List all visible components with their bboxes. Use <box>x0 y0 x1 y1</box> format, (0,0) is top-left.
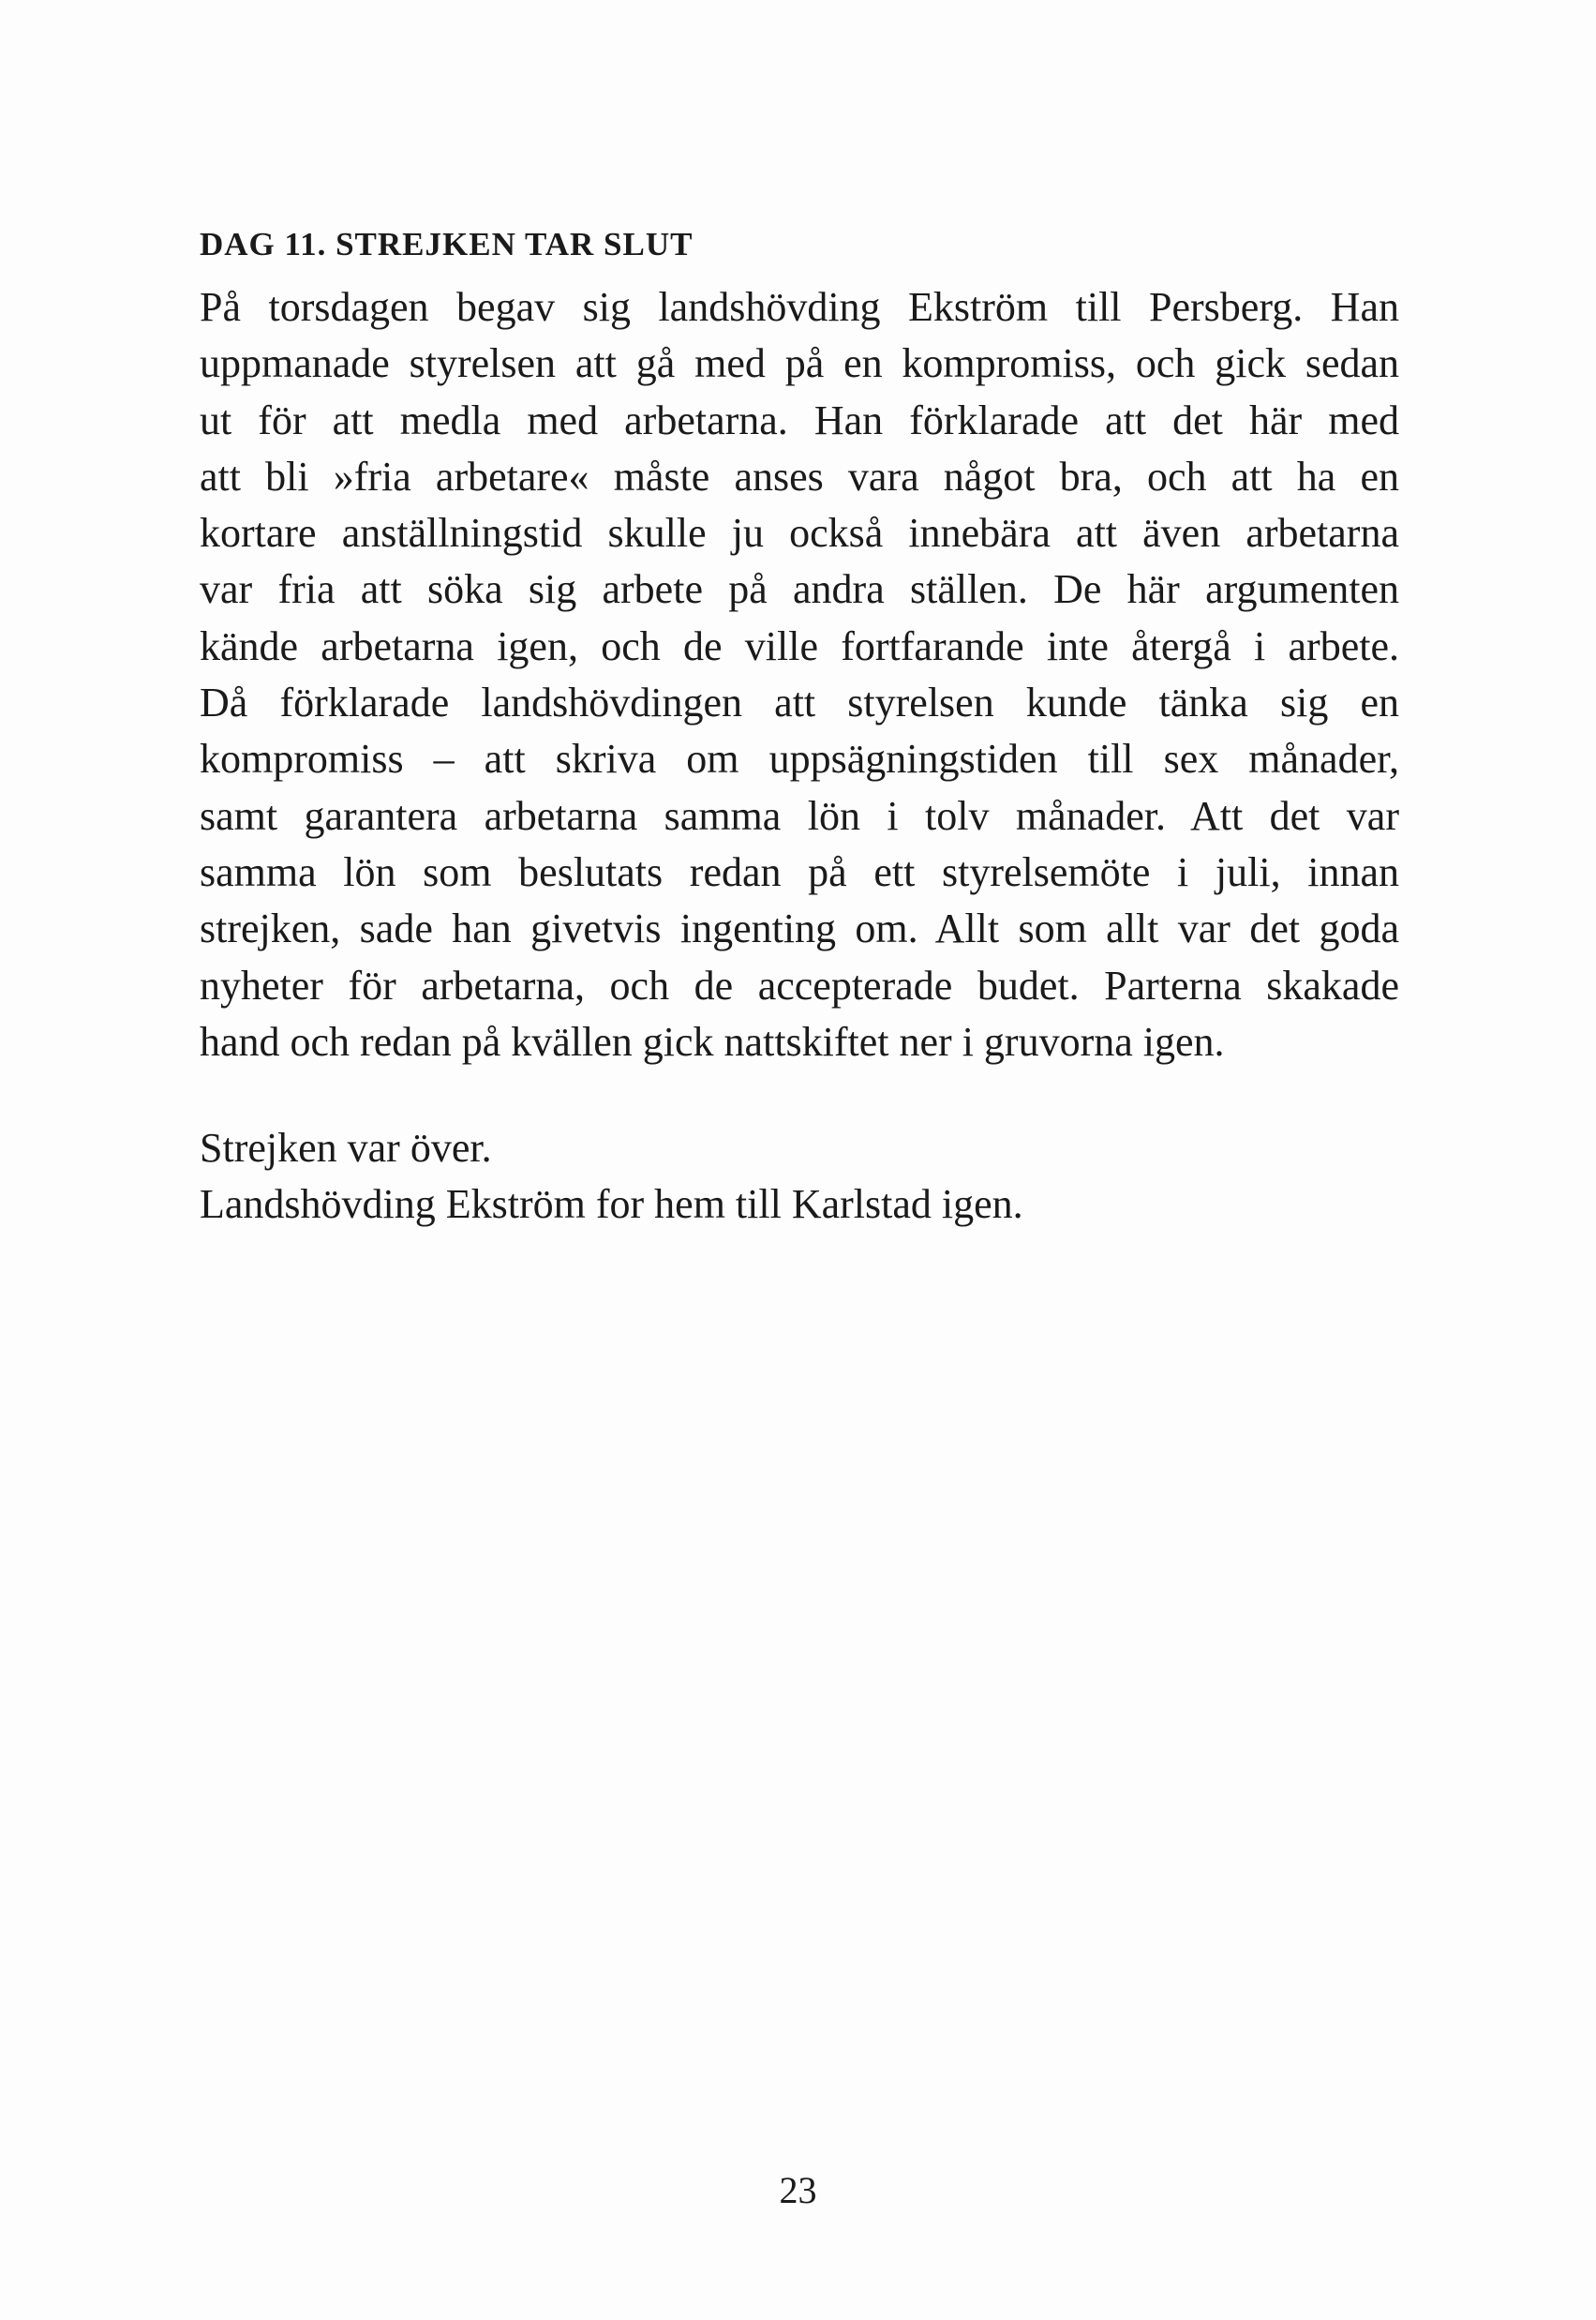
text-line: hand och redan på kvällen gick nattskiftet ner i gruvorna igen. <box>200 1018 1225 1065</box>
text-line: kände arbetarna igen, och de ville fortfarande inte återgå i arbete. <box>200 622 1399 669</box>
text-line: På torsdagen begav sig landshövding Ekström till Persberg. Han <box>200 284 1399 330</box>
page-number: 23 <box>779 2169 817 2211</box>
body-paragraph <box>200 279 1399 1070</box>
text-line: strejken, sade han givetvis ingenting om. Allt som allt var det goda <box>200 906 1399 952</box>
text-line: Strejken var över. <box>200 1125 492 1171</box>
text-line: att bli »fria arbetare« måste anses vara något bra, och att ha en <box>200 453 1399 500</box>
text-line: Då förklarade landshövdingen att styrelsen kunde tänka sig en <box>200 680 1399 726</box>
text-line: Landshövding Ekström for hem till Karlstad igen. <box>200 1181 1023 1227</box>
text-line: samt garantera arbetarna samma lön i tolv månader. Att det var <box>200 792 1399 839</box>
text-line: kompromiss – att skriva om uppsägningstiden till sex månader, <box>200 736 1399 783</box>
text-line: kortare anställningstid skulle ju också innebära att även arbetarna <box>200 510 1399 557</box>
text-line: nyheter för arbetarna, och de accepterade budet. Parterna skakade <box>200 962 1399 1009</box>
closing-paragraph <box>200 1120 1023 1233</box>
text-line: samma lön som beslutats redan på ett styrelsemöte i juli, innan <box>200 848 1399 895</box>
chapter-heading: DAG 11. STREJKEN TAR SLUT <box>200 226 694 262</box>
text-line: var fria att söka sig arbete på andra ställen. De här argumenten <box>200 566 1399 613</box>
text-line: ut för att medla med arbetarna. Han förklarade att det här med <box>200 397 1399 443</box>
text-line: uppmanade styrelsen att gå med på en kompromiss, och gick sedan <box>200 340 1399 387</box>
